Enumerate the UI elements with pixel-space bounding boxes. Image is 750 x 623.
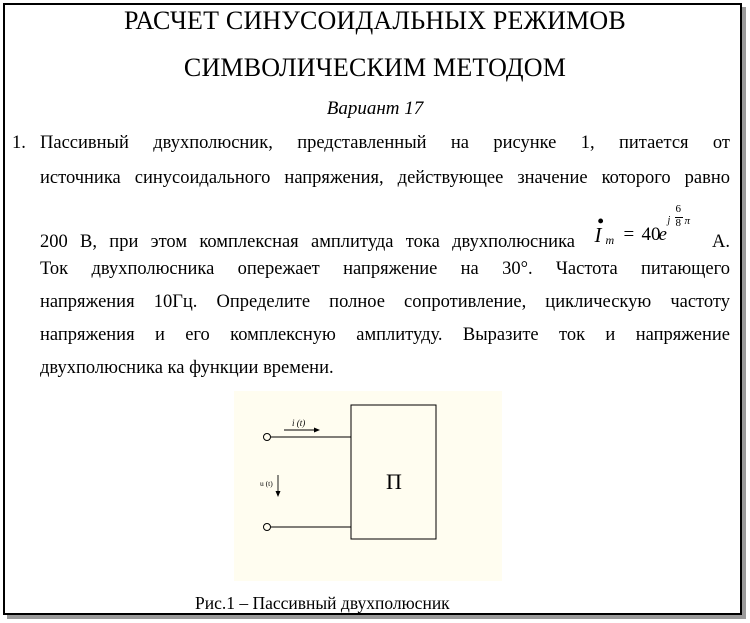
problem-line-2: источника синусоидального напряжения, действующее значение которого равно [40, 168, 730, 188]
formula-dot: • [597, 211, 604, 231]
box-label: П [386, 469, 402, 494]
formula-subscript: m [605, 233, 615, 247]
circuit-diagram [234, 391, 502, 581]
problem-line-4: Ток двухполюсника опережает напряжение на 30°. Частота питающего [40, 259, 730, 279]
figure-caption: Рис.1 – Пассивный двухполюсник [195, 593, 450, 613]
current-label: i (t) [292, 418, 306, 428]
formula-exp-denominator: 8 [675, 217, 681, 229]
circuit-figure [234, 391, 502, 581]
formula-equals: = [623, 224, 635, 245]
formula-base: e [658, 224, 667, 245]
formula-exp-numerator: 6 [675, 203, 681, 215]
problem-line-5: напряжения 10Гц. Определите полное сопротивление, циклическую частоту [40, 292, 730, 312]
problem-line-1: Пассивный двухполюсник, представленный на рисунке 1, питается от [40, 133, 730, 153]
problem-line-7: двухполюсника ка функции времени. [40, 358, 334, 378]
voltage-label: u (t) [260, 479, 273, 488]
problem-line-3-text: 200 В, при этом комплексная амплитуда тока двухполюсника [40, 232, 575, 252]
title-line-1: РАСЧЕТ СИНУСОИДАЛЬНЫХ РЕЖИМОВ [124, 6, 626, 35]
problem-number: 1. [12, 133, 26, 153]
current-amplitude-formula [593, 203, 695, 247]
formula-symbol: I [594, 223, 602, 247]
problem-line-6: напряжения и его комплексную амплитуду. Выразите ток и напряжение [40, 325, 730, 345]
title-line-2: СИМВОЛИЧЕСКИМ МЕТОДОМ [183, 53, 567, 82]
current-arrow-head [314, 428, 320, 433]
top-terminal [264, 434, 271, 441]
formula-exp-pi: π [684, 215, 691, 227]
formula-exp-j: j [667, 215, 671, 226]
bottom-terminal [264, 524, 271, 531]
formula-magnitude: 40 [641, 224, 661, 245]
problem-line-3-unit: А. [712, 232, 730, 252]
problem-line-3 [40, 203, 730, 253]
voltage-arrow-head [276, 491, 281, 497]
variant-label: Вариант 17 [326, 98, 424, 119]
